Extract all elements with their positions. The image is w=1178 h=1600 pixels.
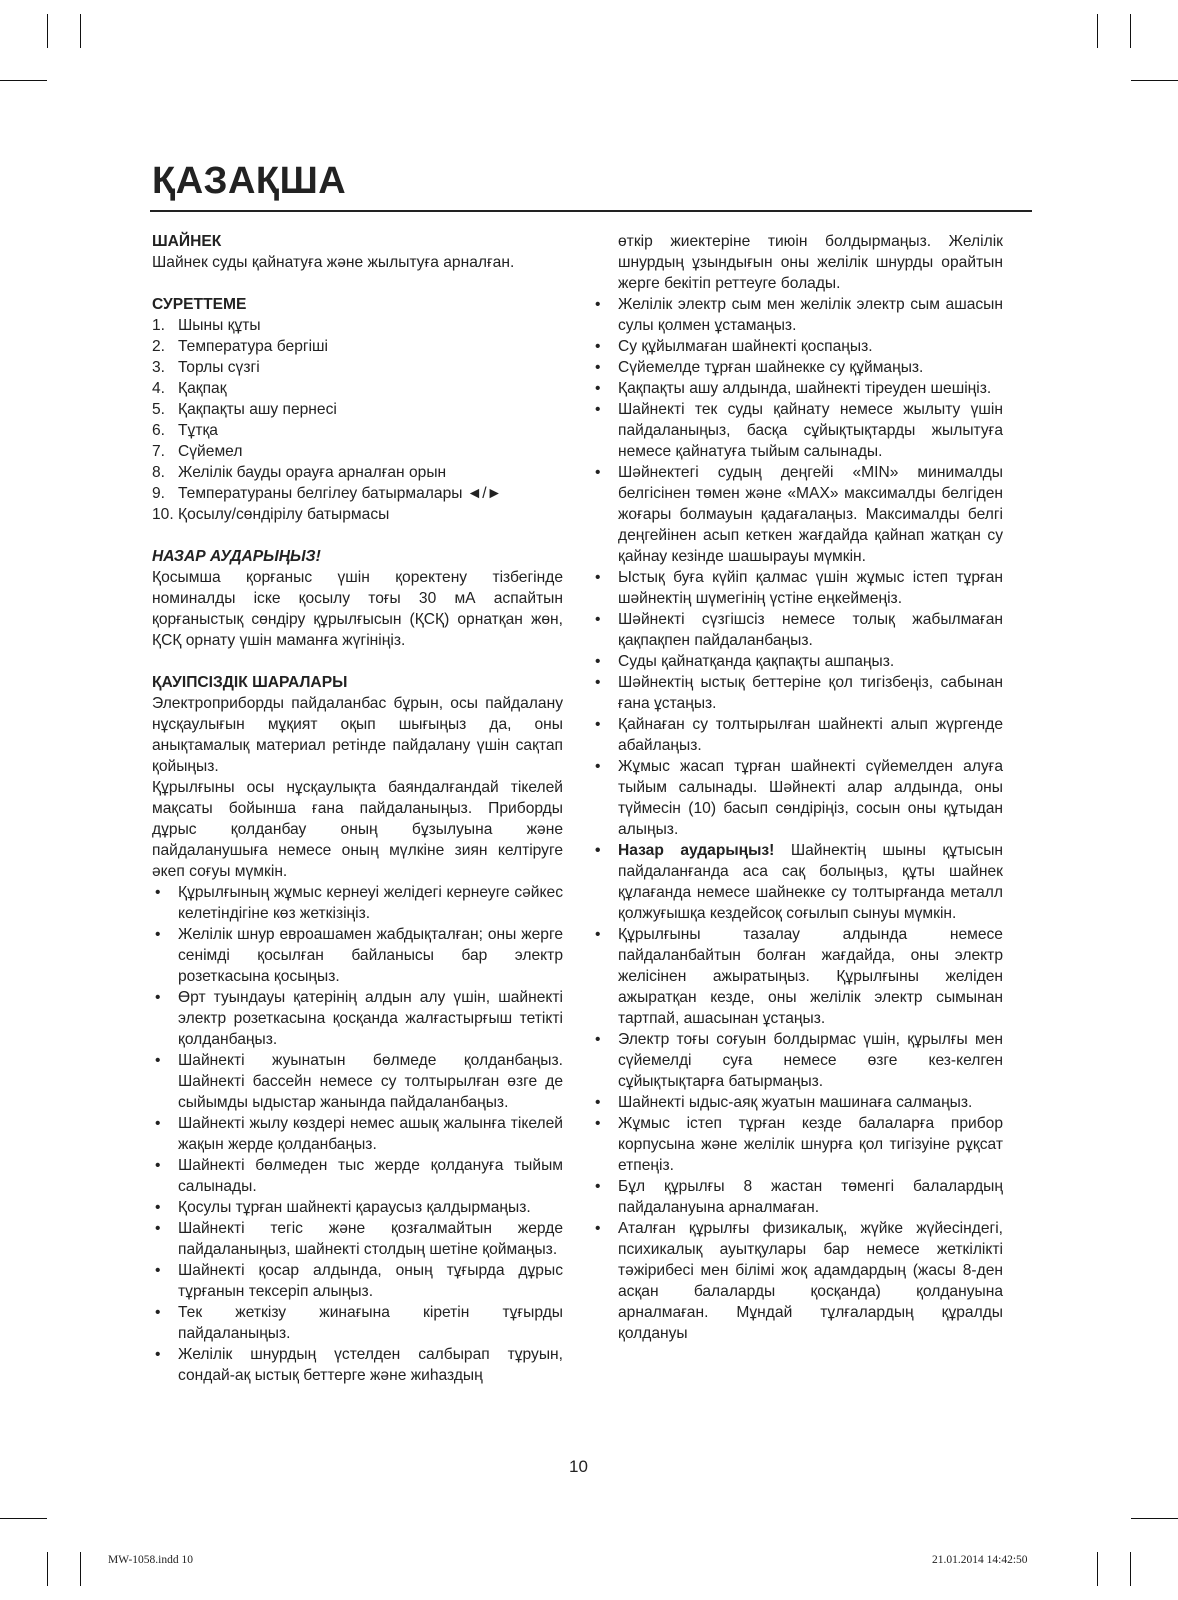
crop-mark [1097, 14, 1098, 48]
safety-list-left [152, 882, 563, 1386]
list-item: • Шәйнектегі судың деңгейі «MIN» минималды белгісінен төмен және «MAX» максималды белгіден жоғары болмауын қадағалаңыз. Максималды белгі деңгейінен асып кеткен жағдайда қайнап жатқан су қайнау кезінде шашырауы мүмкін. [592, 462, 1003, 567]
list-item: • Бұл құрылғы 8 жастан төменгі балалардың пайдалануына арналмаған. [592, 1176, 1003, 1218]
list-item: • Шайнекті ыдыс-аяқ жуатын машинаға салмаңыз. [592, 1092, 1003, 1113]
crop-mark [1130, 14, 1131, 48]
warning-text: Шайнектің шыны құтысын пайдаланғанда аса сақ болыңыз, құты шайнек құлағанда немесе шайнекке су толтырғанда металл қолжуғышқа кездейсоқ соғылып сынуы мүмкін. [618, 842, 1004, 922]
list-item: • Аталған құрылғы физикалық, жүйке жүйесіндегі, психикалық ауытқулары бар немесе жеткілікті тәжірибесі мен білімі жоқ адамдардың (жасы 8-ден асқан балаларды қосқанда) қолдануына арналмаған. Мұндай тұлғалардың құралды қолдануы [592, 1218, 1003, 1344]
crop-mark [80, 14, 81, 48]
crop-mark [1131, 1518, 1178, 1519]
list-item: • Жұмыс істеп тұрған кезде балаларға прибор корпусына және желілік шнурға қол тигізуіне рұқсат етпеңіз. [592, 1113, 1003, 1176]
list-item: 3. Торлы сүзгі [152, 359, 260, 376]
list-item: 10. Қосылу/сөндірілу батырмасы [152, 506, 390, 523]
list-item: • Шайнекті тегіс және қозғалмайтын жерде пайдаланыңыз, шайнекті столдың шетіне қоймаңыз. [152, 1218, 563, 1260]
crop-mark [47, 14, 48, 48]
footer-filename: MW-1058.indd 10 [108, 1554, 193, 1566]
warning-item [592, 840, 1003, 924]
list-item: 4. Қақпақ [152, 380, 227, 397]
list-item: • Желілік электр сым мен желілік электр сым ашасын сулы қолмен ұстамаңыз. [592, 294, 1003, 336]
crop-mark [0, 80, 47, 81]
safety-heading: ҚАУІПСІЗДІК ШАРАЛАРЫ [152, 674, 348, 691]
attention-heading: НАЗАР АУДАРЫҢЫЗ! [152, 548, 321, 565]
safety-intro: Электроприборды пайдаланбас бұрын, осы пайдалану нұсқаулығын мұқият оқып шығыңыз да, оны анықтамалық материал ретінде пайдалану үшін сақтап қойыңыз. [152, 695, 563, 775]
list-item: • Қайнаған су толтырылған шайнекті алып жүргенде абайлаңыз. [592, 714, 1003, 756]
list-item: • Желілік шнур евроашамен жабдықталған; оны жерге сенімді қосылған байланысы бар электр розеткасына қосыңыз. [152, 924, 563, 987]
crop-mark [1131, 80, 1178, 81]
warning-label: Назар аударыңыз! [618, 842, 775, 859]
list-item: 1. Шыны құты [152, 317, 261, 334]
page-title: ҚАЗАҚША [152, 160, 347, 202]
kettle-heading: ШАЙНЕК [152, 233, 222, 250]
crop-mark [80, 1552, 81, 1586]
list-item: • Шәйнектің ыстық беттеріне қол тигізбеңіз, сабынан ғана ұстаңыз. [592, 672, 1003, 714]
list-item: 6. Тұтқа [152, 422, 218, 439]
right-column [592, 231, 1003, 1344]
list-item: • Жұмыс жасап тұрған шайнекті сүйемелден алуға тыйым салынады. Шәйнекті алар алдында, оны түймесін (10) басып сөндіріңіз, сосын оны құтыдан алыңыз. [592, 756, 1003, 840]
list-item: • Шәйнекті сүзгішсіз немесе толық жабылмаған қақпақпен пайдаланбаңыз. [592, 609, 1003, 651]
list-item: • Суды қайнатқанда қақпақты ашпаңыз. [592, 651, 1003, 672]
list-item: • Құрылғыны тазалау алдында немесе пайдаланбайтын болған жағдайда, оны электр желісінен ажыратыңыз. Құрылғыны желіден ажыратқан кезде, оны желілік электр сымынан тартпай, ашасынан ұстаңыз. [592, 924, 1003, 1029]
footer-timestamp: 21.01.2014 14:42:50 [932, 1554, 1028, 1566]
list-item: • Қақпақты ашу алдында, шайнекті тіреуден шешіңіз. [592, 378, 1003, 399]
title-divider [150, 210, 1032, 212]
crop-mark [47, 1552, 48, 1586]
list-item: • Электр тоғы соғуын болдырмас үшін, құрылғы мен сүйемелді суға немесе өзге кез-келген сұйықтықтарға батырмаңыз. [592, 1029, 1003, 1092]
description-heading: СУРЕТТЕМЕ [152, 296, 247, 313]
list-item: • Шайнекті бөлмеден тыс жерде қолдануға тыйым салынады. [152, 1155, 563, 1197]
list-item: • Шайнекті жуынатын бөлмеде қолданбаңыз. Шайнекті бассейн немесе су толтырылған өзге де сыйымды ыдыстар жанында пайдаланбаңыз. [152, 1050, 563, 1113]
list-item: 7. Сүйемел [152, 443, 243, 460]
list-item: • Шайнекті тек суды қайнату немесе жылыту үшін пайдаланыңыз, басқа сұйықтықтарды жылытуға немесе қайнатуға тыйым салынады. [592, 399, 1003, 462]
page-number: 10 [569, 1457, 588, 1476]
list-item: • Шайнекті қосар алдында, оның тұғырда дұрыс тұрғанын тексеріп алыңыз. [152, 1260, 563, 1302]
kettle-text: Шайнек суды қайнатуға және жылытуға арналған. [152, 254, 515, 271]
safety-list-right [592, 294, 1003, 1344]
list-item: • Ыстық буға күйіп қалмас үшін жұмыс істеп тұрған шәйнектің шүмегінің үстіне еңкеймеңіз. [592, 567, 1003, 609]
crop-mark [1097, 1552, 1098, 1586]
crop-mark [1130, 1552, 1131, 1586]
continued-text: өткір жиектеріне тиюін болдырмаңыз. Желілік шнурдың ұзындығын оны желілік шнурды орайтын жерге бекітіп реттеуге болады. [618, 233, 1003, 292]
list-item: • Су құйылмаған шайнекті қоспаңыз. [592, 336, 1003, 357]
safety-intro: Құрылғыны осы нұсқаулықта баяндалғандай тікелей мақсаты бойынша ғана пайдаланыңыз. Приборды дұрыс қолданбау оның бұзылуына және пайдаланушыға немесе оның мүлкіне зиян келтіруге әкеп соғуы мүмкін. [152, 779, 563, 880]
list-item: • Құрылғының жұмыс кернеуі желідегі кернеуге сәйкес келетіндігіне көз жеткізіңіз. [152, 882, 563, 924]
list-item: • Шайнекті жылу көздері немес ашық жалынға тікелей жақын жерде қолданбаңыз. [152, 1113, 563, 1155]
list-item: 9. Температураны белгілеу батырмалары ◄/► [152, 485, 502, 502]
list-item: • Тек жеткізу жинағына кіретін тұғырды пайдаланыңыз. [152, 1302, 563, 1344]
list-item: • Желілік шнурдың үстелден салбырап тұруын, сондай-ақ ыстық беттерге және жиһаздың [152, 1344, 563, 1386]
attention-text: Қосымша қорғаныс үшін қоректену тізбегінде номиналды іске қосылу тоғы 30 мА аспайтын қорғаныстық сөндіру құрылғысын (ҚСҚ) орнатқан жөн, ҚСҚ орнату үшін маманға жүгініңіз. [152, 569, 563, 649]
list-item: • Қосулы тұрған шайнекті қараусыз қалдырмаңыз. [152, 1197, 563, 1218]
list-item: 5. Қақпақты ашу пернесі [152, 401, 337, 418]
list-item: 8. Желілік бауды орауға арналған орын [152, 464, 447, 481]
list-item: 2. Температура бергіші [152, 338, 329, 355]
crop-mark [0, 1518, 47, 1519]
left-column [152, 231, 563, 1386]
list-item: • Өрт туындауы қатерінің алдын алу үшін, шайнекті электр розеткасына қосқанда жалғастырғыш тетікті қолданбаңыз. [152, 987, 563, 1050]
parts-list [152, 315, 563, 525]
list-item: • Сүйемелде тұрған шайнекке су құймаңыз. [592, 357, 1003, 378]
